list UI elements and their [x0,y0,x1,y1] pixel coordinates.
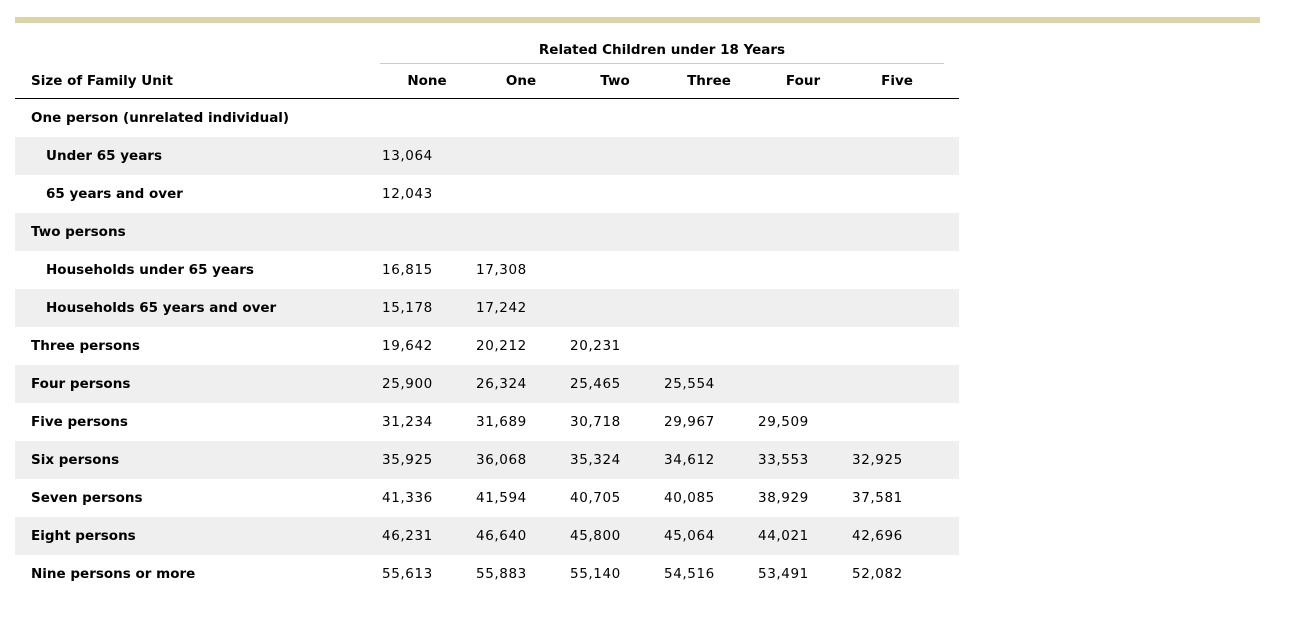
cell-value [662,137,756,175]
cell-value: 52,082 [852,565,903,582]
cell-value: 44,021 [756,517,850,555]
column-header-two: Two [568,64,662,99]
cell-value: 29,509 [758,413,809,430]
table-row [15,517,959,555]
column-header-row [15,64,959,99]
row-label: Eight persons [15,517,380,555]
cell-value: 26,324 [474,365,568,403]
cell-value [756,251,850,289]
cell-value: 15,178 [380,289,474,327]
row-label: Two persons [15,213,380,251]
cell-value: 38,929 [758,489,809,506]
cell-value [568,99,662,137]
cell-value [850,289,944,327]
income-threshold-table [15,36,959,593]
table-row [15,251,959,289]
table-row [15,365,959,403]
cell-value: 35,324 [568,441,662,479]
row-label: Three persons [31,337,140,354]
cell-value [662,251,756,289]
cell-value [850,213,944,251]
table-row [15,175,959,213]
row-label: 65 years and over [46,185,183,202]
cell-value [756,137,850,175]
cell-value [756,327,850,365]
cell-value: 31,689 [476,413,527,430]
row-pad [944,365,959,403]
cell-value: 37,581 [852,489,903,506]
cell-value: 35,925 [380,441,474,479]
cell-value [474,99,568,137]
cell-value: 36,068 [474,441,568,479]
group-header-pad [944,36,959,64]
column-header-one: One [474,64,568,99]
row-label: Six persons [15,441,380,479]
row-pad [944,99,959,137]
cell-value [474,175,568,213]
cell-value: 13,064 [380,137,474,175]
cell-value: 45,064 [662,517,756,555]
table-row [15,213,959,251]
row-pad [944,213,959,251]
column-header-four: Four [756,64,850,99]
cell-value: 54,516 [664,565,715,582]
table-row [15,99,959,137]
table-row [15,441,959,479]
row-label: One person (unrelated individual) [31,109,290,126]
row-pad [944,441,959,479]
top-accent-rule [15,17,1260,23]
cell-value: 42,696 [850,517,944,555]
group-header-spacer [15,36,380,64]
cell-value [662,99,756,137]
row-label: Households 65 years and over [15,289,380,327]
row-header-label: Size of Family Unit [15,64,380,99]
cell-value [568,175,662,213]
cell-value: 46,231 [380,517,474,555]
table-row [15,137,959,175]
column-header-none: None [380,64,474,99]
row-label: Five persons [31,413,128,430]
cell-value: 34,612 [662,441,756,479]
cell-value [474,213,568,251]
cell-value: 55,613 [382,565,433,582]
cell-value: 30,718 [570,413,621,430]
cell-value [850,365,944,403]
cell-value: 33,553 [756,441,850,479]
row-label: Under 65 years [15,137,380,175]
cell-value: 16,815 [382,261,433,278]
cell-value: 46,640 [474,517,568,555]
group-header-row [15,36,959,64]
cell-value: 17,308 [476,261,527,278]
row-pad [944,517,959,555]
cell-value [850,403,944,441]
row-pad [944,289,959,327]
cell-value: 41,336 [382,489,433,506]
row-label: Seven persons [31,489,143,506]
cell-value: 12,043 [382,185,433,202]
cell-value: 40,705 [570,489,621,506]
row-pad [944,403,959,441]
cell-value [756,99,850,137]
cell-value [568,251,662,289]
cell-value [756,289,850,327]
cell-value [850,251,944,289]
table-row [15,555,959,593]
cell-value [662,175,756,213]
cell-value [662,289,756,327]
cell-value [662,213,756,251]
cell-value: 17,242 [474,289,568,327]
cell-value: 19,642 [382,337,433,354]
row-pad [944,479,959,517]
cell-value [850,99,944,137]
row-pad [944,327,959,365]
cell-value [756,175,850,213]
cell-value [850,327,944,365]
column-header-three: Three [662,64,756,99]
cell-value [662,327,756,365]
cell-value [568,289,662,327]
row-pad [944,555,959,593]
cell-value: 55,883 [476,565,527,582]
cell-value: 40,085 [664,489,715,506]
cell-value: 25,900 [380,365,474,403]
group-header-title: Related Children under 18 Years [380,36,944,64]
cell-value: 31,234 [382,413,433,430]
table-header [15,36,959,99]
table-row [15,479,959,517]
cell-value: 45,800 [568,517,662,555]
cell-value: 55,140 [570,565,621,582]
table-row [15,327,959,365]
cell-value: 20,212 [476,337,527,354]
cell-value [568,213,662,251]
cell-value: 53,491 [758,565,809,582]
cell-value [380,99,474,137]
cell-value [380,213,474,251]
income-threshold-table-container [15,36,959,593]
table-row [15,289,959,327]
table-row [15,403,959,441]
row-label: Households under 65 years [46,261,254,278]
row-label: Four persons [15,365,380,403]
cell-value [474,137,568,175]
row-pad [944,137,959,175]
cell-value: 41,594 [476,489,527,506]
cell-value [568,137,662,175]
row-pad [944,175,959,213]
cell-value [756,365,850,403]
cell-value: 20,231 [570,337,621,354]
row-pad [944,251,959,289]
cell-value: 25,465 [568,365,662,403]
column-header-pad [944,64,959,99]
cell-value [756,213,850,251]
table-body [15,99,959,593]
row-label: Nine persons or more [31,565,196,582]
cell-value: 25,554 [662,365,756,403]
cell-value [850,175,944,213]
cell-value: 29,967 [664,413,715,430]
cell-value [850,137,944,175]
cell-value: 32,925 [850,441,944,479]
column-header-five: Five [850,64,944,99]
